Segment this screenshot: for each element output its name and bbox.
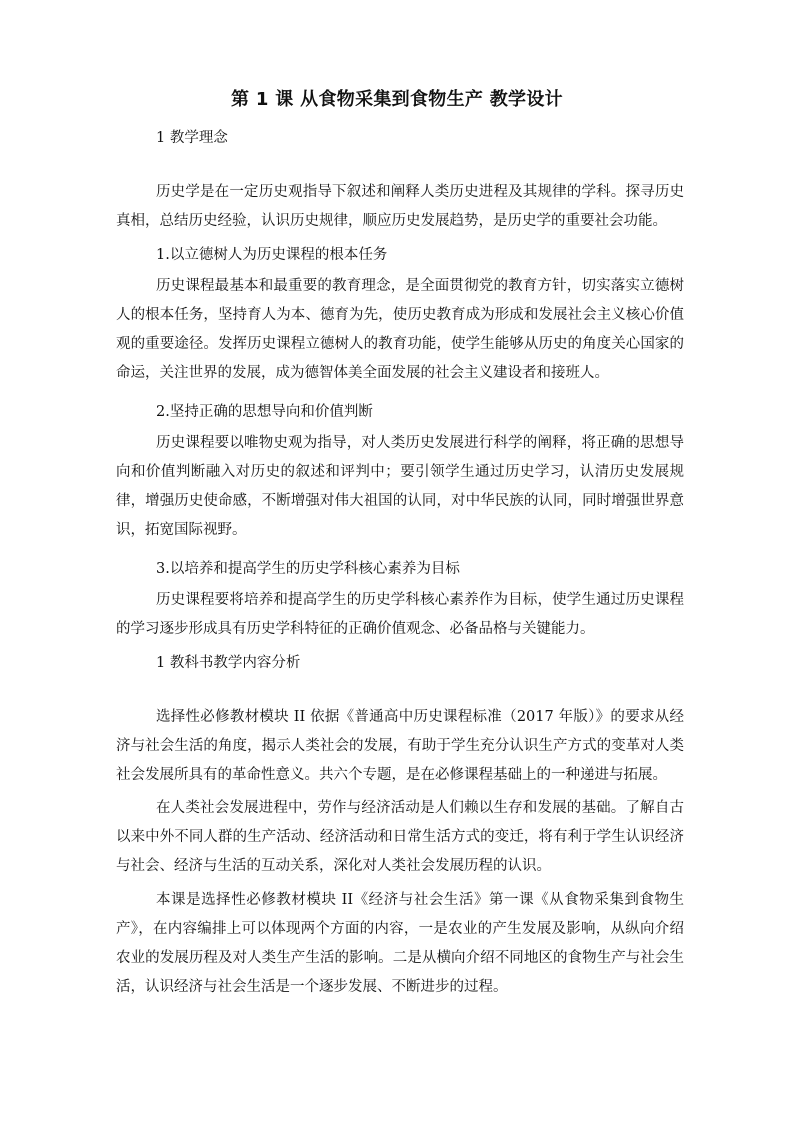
subheading-core-literacy: 3.以培养和提高学生的历史学科核心素养为目标	[156, 561, 460, 577]
section-heading-textbook-analysis: 1 教科书教学内容分析	[156, 655, 301, 671]
subheading-correct-guidance: 2.坚持正确的思想导向和价值判断	[156, 404, 373, 420]
paragraph-moral-education: 历史课程最基本和最重要的教育理念，是全面贯彻党的教育方针，切实落实立德树人的根本任务，坚持育人为本、德育为先，使历史教育成为形成和发展社会主义核心价值观的重要途径。发挥历史课程立德树人的教育功能，使学生能够从历史的角度关心国家的命运，关注世界的发展，成为德智体美全面发展的社会主义建设者和接班人。	[116, 278, 684, 381]
paragraph-economic-activity: 在人类社会发展进程中，劳作与经济活动是人们赖以生存和发展的基础。了解自古以来中外不同人群的生产活动、经济活动和日常生活方式的变迁，将有利于学生认识经济与社会、经济与生活的互动关系，深化对人类社会发展历程的认识。	[116, 800, 684, 874]
paragraph-history-definition: 历史学是在一定历史观指导下叙述和阐释人类历史进程及其规律的学科。探寻历史真相，总结历史经验，认识历史规律，顺应历史发展趋势，是历史学的重要社会功能。	[116, 184, 684, 229]
document-title: 第 1 课 从食物采集到食物生产 教学设计	[231, 89, 563, 110]
paragraph-core-literacy: 历史课程要将培养和提高学生的历史学科核心素养作为目标，使学生通过历史课程的学习逐步形成具有历史学科特征的正确价值观念、必备品格与关键能力。	[116, 592, 684, 637]
subheading-moral-education: 1.以立德树人为历史课程的根本任务	[156, 247, 388, 263]
paragraph-correct-guidance: 历史课程要以唯物史观为指导，对人类历史发展进行科学的阐释，将正确的思想导向和价值判断融入对历史的叙述和评判中；要引领学生通过历史学习，认清历史发展规律，增强历史使命感，不断增强对伟大祖国的认同，对中华民族的认同，同时增强世界意识，拓宽国际视野。	[116, 435, 684, 538]
paragraph-lesson-content: 本课是选择性必修教材模块 II《经济与社会生活》第一课《从食物采集到食物生产》，在内容编排上可以体现两个方面的内容，一是农业的产生发展及影响，从纵向介绍农业的发展历程及对人类生产生活的影响。二是从横向介绍不同地区的食物生产与社会生活，认识经济与社会生活是一个逐步发展、不断进步的过程。	[116, 892, 684, 995]
paragraph-module-overview: 选择性必修教材模块 II 依据《普通高中历史课程标准（2017 年版）》的要求从经济与社会生活的角度，揭示人类社会的发展，有助于学生充分认识生产方式的变革对人类社会发展所具有的革命性意义。共六个专题，是在必修课程基础上的一种递进与拓展。	[116, 709, 684, 783]
section-heading-teaching-philosophy: 1 教学理念	[156, 130, 228, 146]
